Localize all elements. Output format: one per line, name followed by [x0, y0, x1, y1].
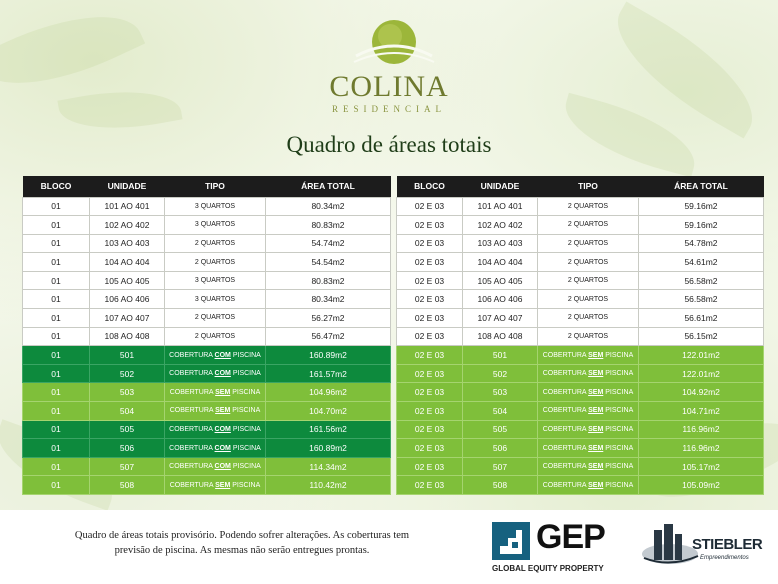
colina-logo-icon: [352, 18, 436, 68]
table-row: [397, 420, 764, 439]
cell-bloco: 01: [23, 327, 90, 346]
cell-bloco: 01: [23, 234, 90, 253]
cell-bloco: 02 E 03: [397, 290, 463, 309]
tipo-piscina-flag: COM: [214, 370, 231, 378]
cell-tipo: 2 QUARTOS: [538, 253, 639, 272]
cell-unidade: 106 AO 406: [90, 290, 165, 309]
col-header-unidade: UNIDADE: [463, 176, 538, 197]
cell-tipo: 3 QUARTOS: [165, 271, 266, 290]
cell-unidade: 506: [90, 439, 165, 458]
cell-tipo: 2 QUARTOS: [165, 309, 266, 328]
cell-tipo: 3 QUARTOS: [165, 216, 266, 235]
cell-unidade: 105 AO 405: [463, 271, 538, 290]
cell-unidade: 508: [90, 476, 165, 495]
table-body: [397, 197, 764, 495]
tipo-piscina: PISCINA: [230, 425, 261, 433]
table-row: [23, 364, 391, 383]
cell-bloco: 02 E 03: [397, 402, 463, 421]
cell-area: 80.83m2: [266, 216, 391, 235]
tipo-piscina: PISCINA: [603, 370, 634, 378]
cell-tipo: 2 QUARTOS: [538, 309, 639, 328]
cell-unidade: 103 AO 403: [90, 234, 165, 253]
col-header-tipo: TIPO: [165, 176, 266, 197]
cell-tipo: [165, 457, 266, 476]
gep-name: GEP: [536, 518, 605, 556]
cell-area: 104.92m2: [639, 383, 764, 402]
tipo-piscina-flag: SEM: [588, 463, 604, 471]
tipo-cobertura: COBERTURA: [169, 463, 215, 471]
cell-bloco: 02 E 03: [397, 327, 463, 346]
table-row: [397, 364, 764, 383]
cell-area: 161.56m2: [266, 420, 391, 439]
table-row: [23, 439, 391, 458]
table-body: [23, 197, 391, 495]
cell-unidade: 503: [90, 383, 165, 402]
cell-unidade: 505: [463, 420, 538, 439]
tipo-piscina-flag: SEM: [215, 407, 231, 415]
cell-area: 160.89m2: [266, 439, 391, 458]
tipo-piscina: PISCINA: [603, 463, 634, 471]
cell-tipo: [165, 476, 266, 495]
tipo-cobertura: COBERTURA: [542, 425, 589, 433]
col-header-tipo: TIPO: [538, 176, 639, 197]
cell-bloco: 02 E 03: [397, 364, 463, 383]
table-row: [397, 439, 764, 458]
tipo-cobertura: COBERTURA: [542, 444, 589, 452]
cell-bloco: 01: [23, 271, 90, 290]
cell-area: 54.54m2: [266, 253, 391, 272]
header: [0, 0, 778, 170]
cell-bloco: 02 E 03: [397, 439, 463, 458]
cell-tipo: [165, 364, 266, 383]
tipo-piscina: PISCINA: [603, 351, 634, 359]
areas-table-bloco-02-03: [396, 176, 764, 495]
brand-name: COLINA: [329, 70, 449, 103]
tipo-piscina-flag: COM: [214, 444, 231, 452]
table-row: [23, 457, 391, 476]
table-row: [23, 476, 391, 495]
col-header-area: ÁREA TOTAL: [266, 176, 391, 197]
stiebler-logo: [640, 520, 770, 576]
cell-tipo: 2 QUARTOS: [165, 327, 266, 346]
table-row: [23, 234, 391, 253]
cell-unidade: 103 AO 403: [463, 234, 538, 253]
tipo-cobertura: COBERTURA: [169, 444, 215, 452]
cell-area: 104.71m2: [639, 402, 764, 421]
cell-area: 122.01m2: [639, 346, 764, 365]
cell-area: 56.27m2: [266, 309, 391, 328]
gep-mark-icon: [492, 522, 530, 560]
cell-bloco: 01: [23, 402, 90, 421]
tipo-cobertura: COBERTURA: [169, 351, 215, 359]
cell-unidade: 104 AO 404: [90, 253, 165, 272]
brand-subtitle: RESIDENCIAL: [332, 104, 446, 114]
table-row: [23, 216, 391, 235]
cell-bloco: 02 E 03: [397, 476, 463, 495]
tipo-piscina: PISCINA: [230, 370, 261, 378]
cell-unidade: 102 AO 402: [90, 216, 165, 235]
cell-tipo: [538, 476, 639, 495]
table-row: [397, 309, 764, 328]
tipo-cobertura: COBERTURA: [542, 370, 589, 378]
cell-tipo: 2 QUARTOS: [165, 253, 266, 272]
tipo-cobertura: COBERTURA: [169, 425, 215, 433]
tipo-piscina-flag: SEM: [588, 407, 604, 415]
cell-area: 56.15m2: [639, 327, 764, 346]
cell-area: 114.34m2: [266, 457, 391, 476]
col-header-unidade: UNIDADE: [90, 176, 165, 197]
cell-unidade: 506: [463, 439, 538, 458]
cell-bloco: 02 E 03: [397, 234, 463, 253]
tipo-cobertura: COBERTURA: [542, 351, 589, 359]
tipo-piscina: PISCINA: [230, 407, 261, 415]
cell-area: 104.96m2: [266, 383, 391, 402]
cell-area: 54.61m2: [639, 253, 764, 272]
cell-bloco: 02 E 03: [397, 346, 463, 365]
cell-area: 160.89m2: [266, 346, 391, 365]
cell-bloco: 01: [23, 290, 90, 309]
cell-unidade: 505: [90, 420, 165, 439]
cell-tipo: [165, 402, 266, 421]
cell-tipo: 2 QUARTOS: [538, 216, 639, 235]
cell-tipo: 2 QUARTOS: [538, 327, 639, 346]
tipo-piscina-flag: COM: [214, 351, 231, 359]
cell-area: 59.16m2: [639, 216, 764, 235]
page-title: Quadro de áreas totais: [286, 132, 492, 157]
col-header-bloco: BLOCO: [23, 176, 90, 197]
tipo-piscina: PISCINA: [230, 388, 261, 396]
cell-bloco: 01: [23, 197, 90, 216]
cell-tipo: 2 QUARTOS: [538, 197, 639, 216]
cell-area: 54.78m2: [639, 234, 764, 253]
tipo-cobertura: COBERTURA: [169, 388, 216, 396]
cell-area: 56.58m2: [639, 271, 764, 290]
cell-unidade: 101 AO 401: [90, 197, 165, 216]
cell-area: 56.61m2: [639, 309, 764, 328]
table-row: [23, 290, 391, 309]
cell-bloco: 02 E 03: [397, 383, 463, 402]
tipo-piscina: PISCINA: [603, 407, 634, 415]
cell-area: 54.74m2: [266, 234, 391, 253]
cell-area: 105.17m2: [639, 457, 764, 476]
table-row: [397, 234, 764, 253]
cell-area: 56.47m2: [266, 327, 391, 346]
cell-tipo: [165, 420, 266, 439]
cell-area: 122.01m2: [639, 364, 764, 383]
cell-unidade: 503: [463, 383, 538, 402]
cell-unidade: 501: [463, 346, 538, 365]
tipo-piscina-flag: SEM: [588, 425, 604, 433]
cell-bloco: 01: [23, 476, 90, 495]
table-row: [23, 420, 391, 439]
tipo-piscina: PISCINA: [230, 463, 261, 471]
tipo-piscina-flag: SEM: [588, 444, 604, 452]
table-row: [397, 402, 764, 421]
tipo-piscina-flag: SEM: [588, 388, 604, 396]
tipo-piscina: PISCINA: [603, 481, 634, 489]
tipo-piscina-flag: COM: [214, 425, 231, 433]
cell-unidade: 108 AO 408: [463, 327, 538, 346]
table-row: [23, 383, 391, 402]
cell-bloco: 02 E 03: [397, 309, 463, 328]
table-row: [397, 271, 764, 290]
cell-tipo: [538, 346, 639, 365]
disclaimer-note: [22, 528, 462, 558]
cell-bloco: 01: [23, 420, 90, 439]
table-row: [23, 309, 391, 328]
cell-unidade: 504: [90, 402, 165, 421]
tipo-piscina-flag: SEM: [588, 481, 604, 489]
table-row: [397, 383, 764, 402]
cell-unidade: 105 AO 405: [90, 271, 165, 290]
table-row: [23, 327, 391, 346]
stiebler-subtitle: Empreendimentos: [700, 555, 749, 561]
cell-tipo: [538, 439, 639, 458]
cell-area: 105.09m2: [639, 476, 764, 495]
tipo-cobertura: COBERTURA: [169, 370, 215, 378]
cell-bloco: 01: [23, 253, 90, 272]
cell-bloco: 02 E 03: [397, 457, 463, 476]
cell-tipo: [165, 383, 266, 402]
cell-bloco: 01: [23, 309, 90, 328]
tipo-piscina: PISCINA: [603, 388, 634, 396]
cell-tipo: [538, 364, 639, 383]
tipo-piscina: PISCINA: [230, 444, 261, 452]
tipo-piscina-flag: COM: [214, 463, 231, 471]
table-row: [23, 197, 391, 216]
cell-bloco: 02 E 03: [397, 197, 463, 216]
table-row: [397, 253, 764, 272]
cell-tipo: 2 QUARTOS: [538, 234, 639, 253]
cell-bloco: 01: [23, 364, 90, 383]
cell-area: 59.16m2: [639, 197, 764, 216]
col-header-bloco: BLOCO: [397, 176, 463, 197]
cell-bloco: 01: [23, 439, 90, 458]
tipo-piscina: PISCINA: [603, 444, 634, 452]
col-header-area: ÁREA TOTAL: [639, 176, 764, 197]
tipo-cobertura: COBERTURA: [542, 388, 589, 396]
cell-area: 110.42m2: [266, 476, 391, 495]
table-row: [397, 346, 764, 365]
table-row: [23, 346, 391, 365]
table-row: [397, 290, 764, 309]
cell-unidade: 507: [463, 457, 538, 476]
cell-tipo: [165, 439, 266, 458]
cell-area: 116.96m2: [639, 439, 764, 458]
cell-tipo: [538, 383, 639, 402]
cell-bloco: 02 E 03: [397, 271, 463, 290]
tipo-cobertura: COBERTURA: [542, 481, 589, 489]
cell-area: 80.34m2: [266, 197, 391, 216]
cell-unidade: 501: [90, 346, 165, 365]
table-row: [23, 271, 391, 290]
table-row: [397, 476, 764, 495]
cell-area: 80.83m2: [266, 271, 391, 290]
tipo-cobertura: COBERTURA: [169, 481, 216, 489]
table-row: [397, 457, 764, 476]
tipo-piscina: PISCINA: [230, 351, 261, 359]
cell-area: 161.57m2: [266, 364, 391, 383]
tipo-piscina-flag: SEM: [215, 388, 231, 396]
tipo-piscina-flag: SEM: [588, 370, 604, 378]
cell-bloco: 01: [23, 346, 90, 365]
table-row: [397, 197, 764, 216]
tipo-cobertura: COBERTURA: [542, 407, 589, 415]
disclaimer-line-1: Quadro de áreas totais provisório. Podendo sofrer alterações. As coberturas tem: [74, 530, 410, 541]
table-row: [397, 216, 764, 235]
cell-bloco: 01: [23, 216, 90, 235]
areas-table-bloco-01: [22, 176, 391, 495]
tipo-piscina: PISCINA: [603, 425, 634, 433]
cell-area: 56.58m2: [639, 290, 764, 309]
gep-subtitle: GLOBAL EQUITY PROPERTY: [492, 564, 604, 573]
stairs-icon: [492, 522, 530, 560]
cell-unidade: 504: [463, 402, 538, 421]
cell-tipo: 3 QUARTOS: [165, 197, 266, 216]
cell-unidade: 502: [463, 364, 538, 383]
cell-unidade: 507: [90, 457, 165, 476]
cell-bloco: 02 E 03: [397, 253, 463, 272]
cell-unidade: 106 AO 406: [463, 290, 538, 309]
table-header-row: [397, 176, 764, 197]
cell-tipo: [538, 420, 639, 439]
tipo-piscina-flag: SEM: [215, 481, 231, 489]
cell-unidade: 108 AO 408: [90, 327, 165, 346]
tipo-cobertura: COBERTURA: [542, 463, 589, 471]
cell-area: 116.96m2: [639, 420, 764, 439]
cell-tipo: 2 QUARTOS: [165, 234, 266, 253]
cell-unidade: 102 AO 402: [463, 216, 538, 235]
gep-logo: [492, 518, 612, 576]
cell-area: 80.34m2: [266, 290, 391, 309]
cell-tipo: [538, 402, 639, 421]
stiebler-name: STIEBLER: [692, 536, 763, 553]
cell-tipo: [538, 457, 639, 476]
cell-unidade: 107 AO 407: [90, 309, 165, 328]
cell-tipo: 2 QUARTOS: [538, 290, 639, 309]
cell-unidade: 508: [463, 476, 538, 495]
cell-unidade: 104 AO 404: [463, 253, 538, 272]
table-row: [23, 402, 391, 421]
cell-tipo: 2 QUARTOS: [538, 271, 639, 290]
tipo-cobertura: COBERTURA: [169, 407, 216, 415]
tipo-piscina: PISCINA: [230, 481, 261, 489]
cell-tipo: 3 QUARTOS: [165, 290, 266, 309]
cell-bloco: 01: [23, 457, 90, 476]
cell-unidade: 502: [90, 364, 165, 383]
buildings-icon: [640, 522, 700, 572]
cell-unidade: 107 AO 407: [463, 309, 538, 328]
table-header-row: [23, 176, 391, 197]
cell-area: 104.70m2: [266, 402, 391, 421]
cell-unidade: 101 AO 401: [463, 197, 538, 216]
tipo-piscina-flag: SEM: [588, 351, 604, 359]
table-row: [397, 327, 764, 346]
cell-tipo: [165, 346, 266, 365]
cell-bloco: 01: [23, 383, 90, 402]
table-row: [23, 253, 391, 272]
disclaimer-line-2: previsão de piscina. As mesmas não serão entregues prontas.: [114, 545, 370, 556]
cell-bloco: 02 E 03: [397, 216, 463, 235]
cell-bloco: 02 E 03: [397, 420, 463, 439]
